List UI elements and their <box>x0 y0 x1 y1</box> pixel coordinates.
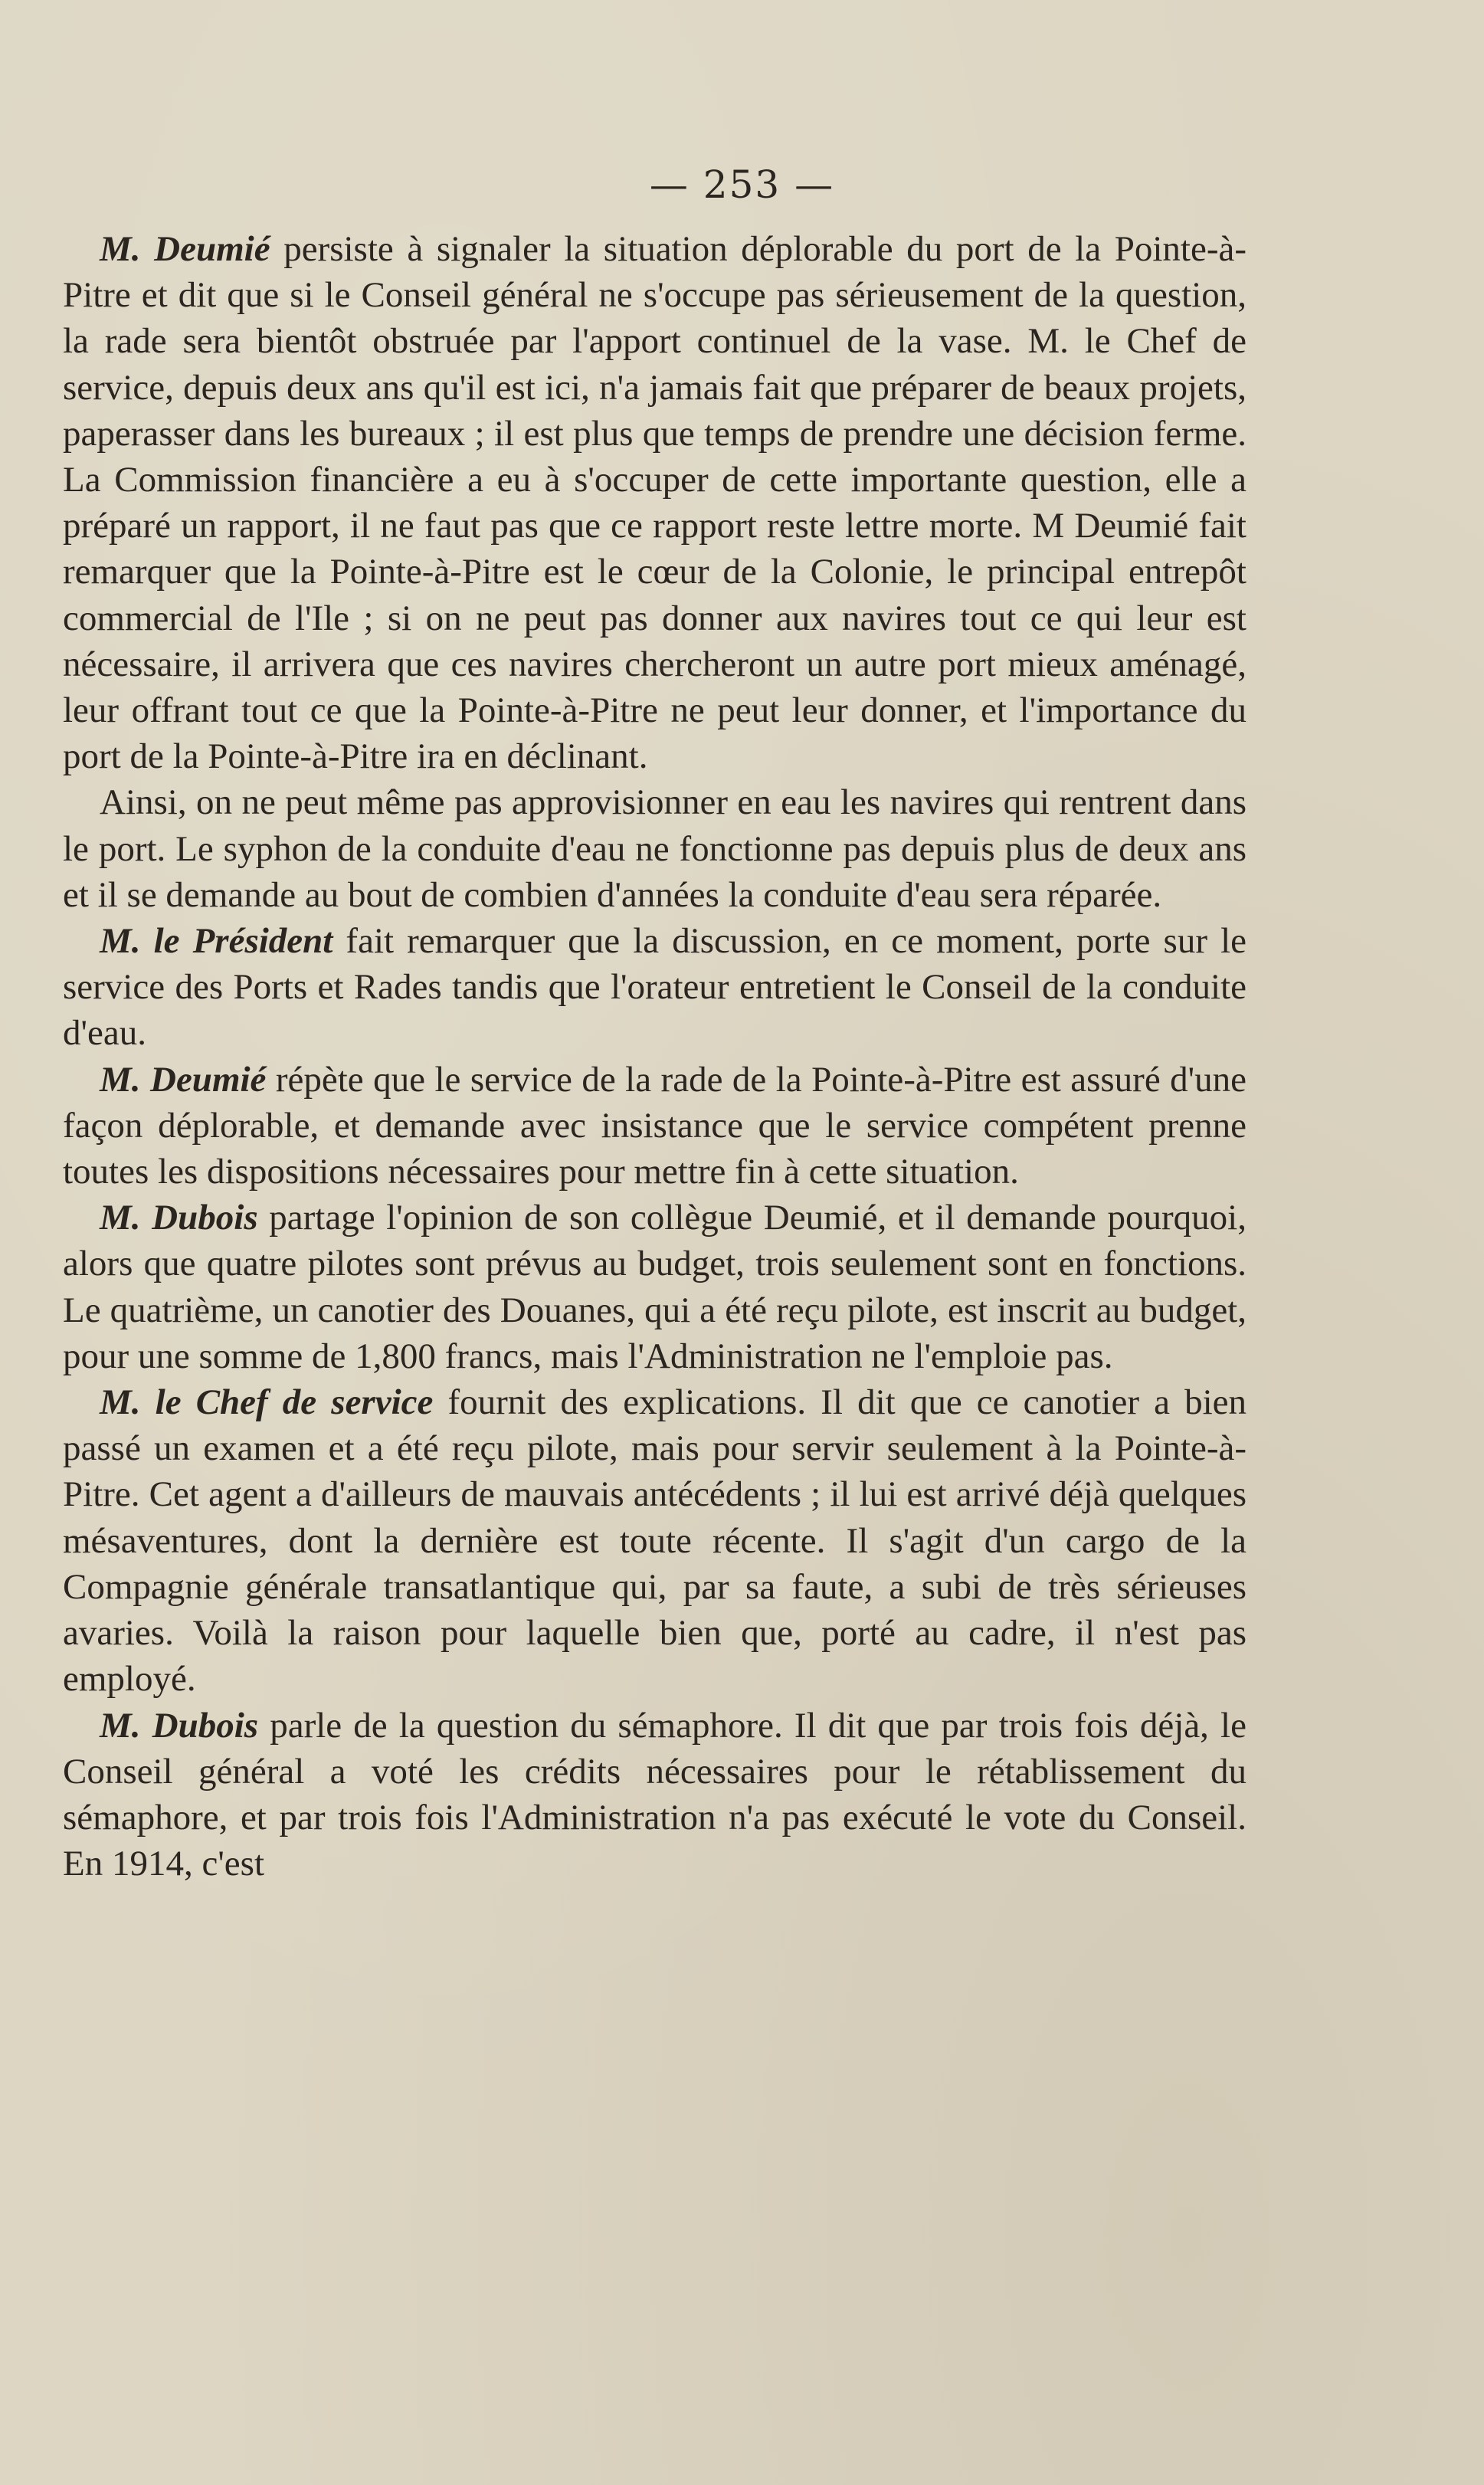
paragraph-text: fait remarquer que la discussion, en ce moment, porte sur le service des Ports et Rades tandis que l'orateur entretient le Conseil de la conduite d'eau. <box>63 921 1246 1054</box>
speaker-name: M. Deumié <box>100 1059 267 1100</box>
paragraph-text: parle de la question du sémaphore. Il dit que par trois fois déjà, le Conseil général a voté les crédits nécessaires pour le rétablissement du sémaphore, et par trois fois l'Administration n'a pas exécuté le vote du Conseil. En 1914, c'est <box>63 1705 1246 1884</box>
paragraph-text: persiste à signaler la situation déplorable du port de la Pointe-à-Pitre et dit que si le Conseil général ne s'occupe pas sérieusement de la question, la rade sera bientôt obstruée par l'apport continuel de la vase. M. le Chef de service, depuis deux ans qu'il est ici, n'a jamais fait que préparer de beaux projets, paperasser dans les bureaux ; il est plus que temps de prendre une décision ferme. La Commission financière a eu à s'occuper de cette importante question, elle a préparé un rapport, il ne faut pas que ce rapport reste lettre morte. M Deumié fait remarquer que la Pointe-à-Pitre est le cœur de la Colonie, le principal entrepôt commercial de l'Ile ; si on ne peut pas donner aux navires tout ce qui leur est nécessaire, il arrivera que ces navires chercheront un autre port mieux aménagé, leur offrant tout ce que la Pointe-à-Pitre ne peut leur donner, et l'importance du port de la Pointe-à-Pitre ira en déclinant. <box>63 229 1246 777</box>
speaker-name: M. Deumié <box>100 229 270 269</box>
paragraph-text: fournit des explications. Il dit que ce canotier a bien passé un examen et a été reçu pilote, mais pour servir seulement à la Pointe-à-Pitre. Cet agent a d'ailleurs de mauvais antécédents ; il lui est arrivé déjà quelques mésaventures, dont la dernière est toute récente. Il s'agit d'un cargo de la Compagnie générale transatlantique qui, par sa faute, a subi de très sérieuses avaries. Voilà la raison pour laquelle bien que, porté au cadre, il n'est pas employé. <box>63 1382 1246 1700</box>
speaker-name: M. le Chef de service <box>100 1382 434 1423</box>
speaker-name: M. Dubois <box>100 1705 259 1746</box>
paragraph <box>63 1703 1246 1887</box>
speaker-name: M. Dubois <box>100 1198 258 1238</box>
paragraph <box>63 1195 1246 1379</box>
paragraph-text: partage l'opinion de son collègue Deumié, et il demande pourquoi, alors que quatre pilotes sont prévus au budget, trois seulement sont en fonctions. Le quatrième, un canotier des Douanes, qui a été reçu pilote, est inscrit au budget, pour une somme de 1,800 francs, mais l'Administration ne l'emploie pas. <box>63 1198 1246 1376</box>
paragraph <box>63 226 1246 779</box>
paragraph-text: répète que le service de la rade de la Pointe-à-Pitre est assuré d'une façon déplorable, et demande avec insistance que le service compétent prenne toutes les dispositions nécessaires pour mettre fin à cette situation. <box>63 1059 1246 1192</box>
page-number: — 253 — <box>649 162 835 207</box>
body-text <box>63 226 1246 1887</box>
paragraph <box>63 1379 1246 1702</box>
paragraph <box>63 779 1246 918</box>
paragraph <box>63 918 1246 1057</box>
paragraph <box>63 1057 1246 1195</box>
speaker-name: M. le Président <box>100 921 333 962</box>
paragraph-text: Ainsi, on ne peut même pas approvisionner en eau les navires qui rentrent dans le port. Le syphon de la conduite d'eau ne fonctionne pas depuis plus de deux ans et il se demande au bout de combien d'années la conduite d'eau sera réparée. <box>63 782 1246 915</box>
